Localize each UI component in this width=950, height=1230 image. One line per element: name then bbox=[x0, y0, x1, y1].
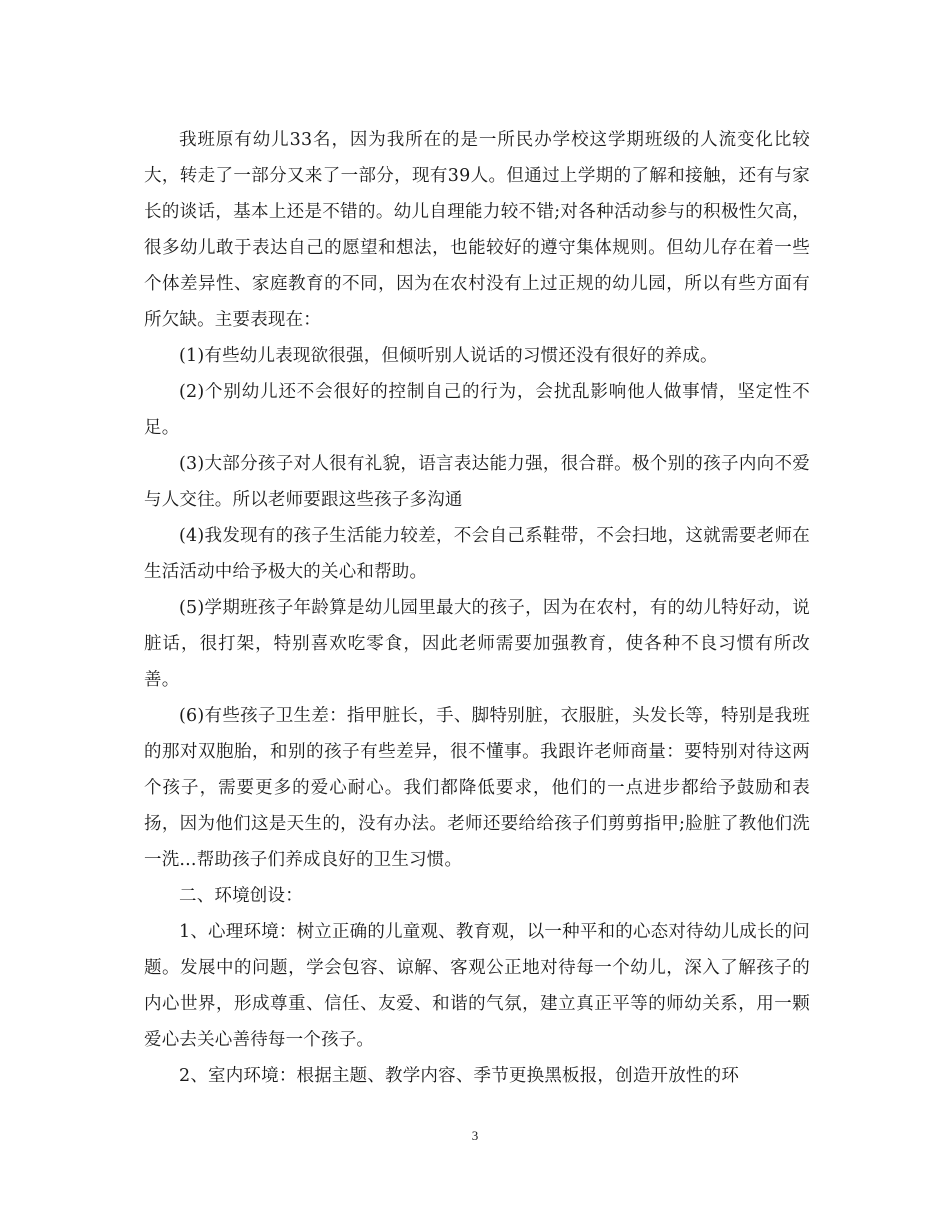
paragraph-item-4: (4)我发现有的孩子生活能力较差，不会自己系鞋带，不会扫地，这就需要老师在生活活动中给予极大的关心和帮助。 bbox=[144, 526, 810, 582]
page-number: 3 bbox=[471, 1128, 479, 1143]
document-body bbox=[144, 122, 810, 1094]
section-heading-environment: 二、环境创设： bbox=[179, 886, 303, 906]
paragraph-item-2: (2)个别幼儿还不会很好的控制自己的行为，会扰乱影响他人做事情，坚定性不足。 bbox=[144, 382, 810, 438]
paragraph-class-overview: 我班原有幼儿33名，因为我所在的是一所民办学校这学期班级的人流变化比较大，转走了一部分又来了一部分，现有39人。但通过上学期的了解和接触，还有与家长的谈话，基本上还是不错的。幼儿自理能力较不错;对各种活动参与的积极性欠高，很多幼儿敢于表达自己的愿望和想法，也能较好的遵守集体规则。但幼儿存在着一些个体差异性、家庭教育的不同，因为在农村没有上过正规的幼儿园，所以有些方面有所欠缺。主要表现在： bbox=[144, 130, 810, 330]
paragraph-item-1: (1)有些幼儿表现欲很强，但倾听别人说话的习惯还没有很好的养成。 bbox=[179, 346, 718, 366]
paragraph-psychological-environment: 1、心理环境：树立正确的儿童观、教育观，以一种平和的心态对待幼儿成长的问题。发展中的问题，学会包容、谅解、客观公正地对待每一个幼儿，深入了解孩子的内心世界，形成尊重、信任、友爱、和谐的气氛，建立真正平等的师幼关系，用一颗爱心去关心善待每一个孩子。 bbox=[144, 922, 810, 1050]
paragraph-item-6: (6)有些孩子卫生差：指甲脏长，手、脚特别脏，衣服脏，头发长等，特别是我班的那对双胞胎，和别的孩子有些差异，很不懂事。我跟许老师商量：要特别对待这两个孩子，需要更多的爱心耐心。我们都降低要求，他们的一点进步都给予鼓励和表扬，因为他们这是天生的，没有办法。老师还要给给孩子们剪剪指甲;脸脏了教他们洗一洗...帮助孩子们养成良好的卫生习惯。 bbox=[144, 706, 810, 870]
paragraph-item-5: (5)学期班孩子年龄算是幼儿园里最大的孩子，因为在农村，有的幼儿特好动，说脏话，很打架，特别喜欢吃零食，因此老师需要加强教育，使各种不良习惯有所改善。 bbox=[144, 598, 810, 690]
paragraph-item-3: (3)大部分孩子对人很有礼貌，语言表达能力强，很合群。极个别的孩子内向不爱与人交往。所以老师要跟这些孩子多沟通 bbox=[144, 454, 810, 510]
paragraph-indoor-environment: 2、室内环境：根据主题、教学内容、季节更换黑板报，创造开放性的环 bbox=[179, 1066, 740, 1086]
